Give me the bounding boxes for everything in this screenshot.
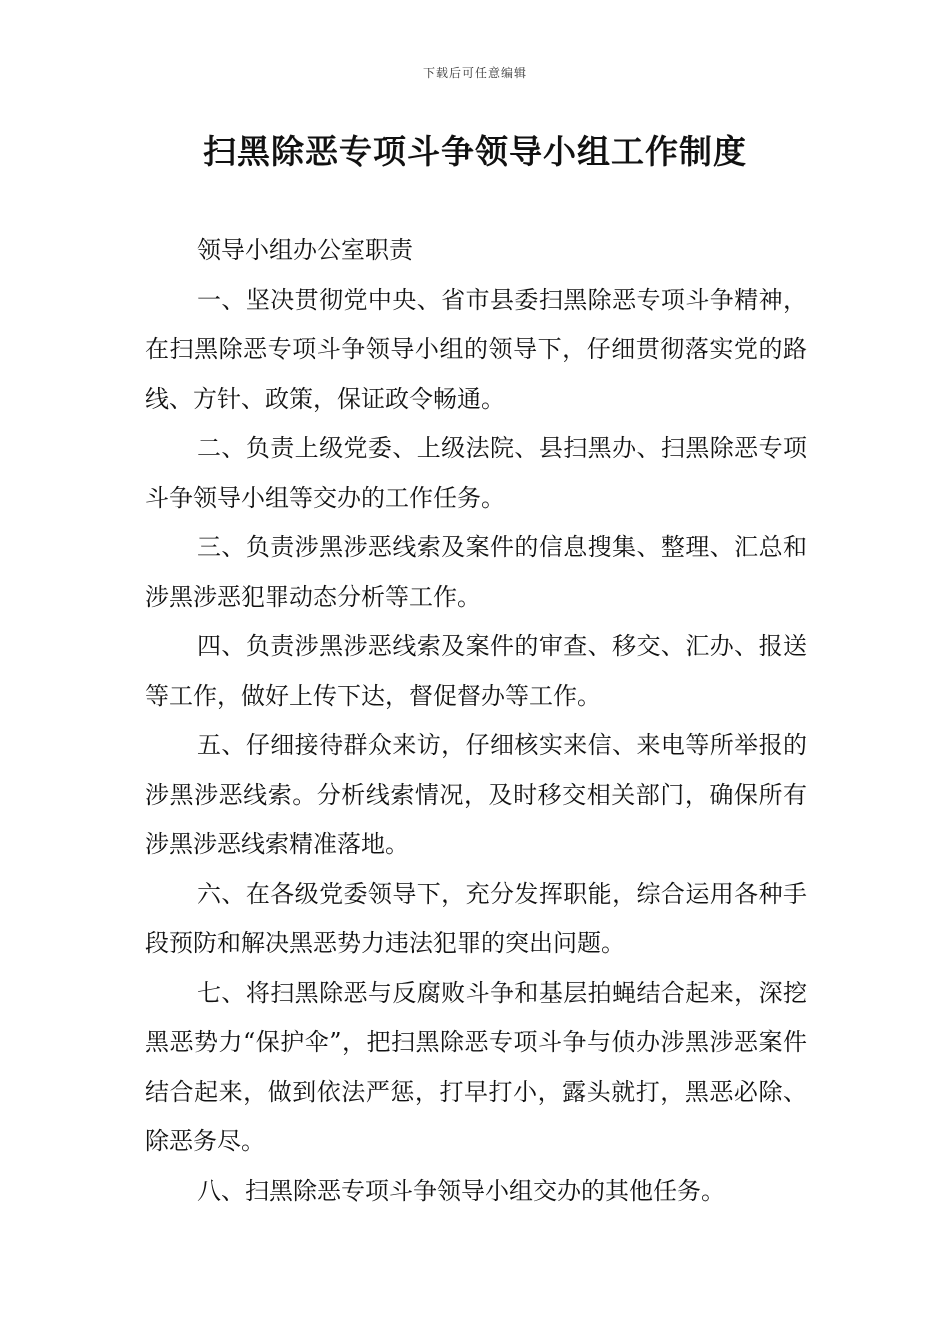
- header-note: 下载后可任意编辑: [422, 66, 527, 80]
- paragraph-5: 五、仔细接待群众来访，仔细核实来信、来电等所举报的涉黑涉恶线索。分析线索情况，及时移交相关部门，确保所有涉黑涉恶线索精准落地。: [145, 731, 807, 858]
- paragraph-8: 八、扫黑除恶专项斗争领导小组交办的其他任务。: [197, 1176, 725, 1205]
- paragraph-2: 二、负责上级党委、上级法院、县扫黑办、扫黑除恶专项斗争领导小组等交办的工作任务。: [145, 434, 807, 512]
- paragraph-4: 四、负责涉黑涉恶线索及案件的审查、移交、汇办、报送等工作，做好上传下达，督促督办等工作。: [145, 632, 807, 710]
- paragraph-1: 一、坚决贯彻党中央、省市县委扫黑除恶专项斗争精神，在扫黑除恶专项斗争领导小组的领导下，仔细贯彻落实党的路线、方针、政策，保证政令畅通。: [145, 285, 807, 413]
- paragraph-7: 七、将扫黑除恶与反腐败斗争和基层拍蝇结合起来，深挖黑恶势力“保护伞”，把扫黑除恶专项斗争与侦办涉黑涉恶案件结合起来，做到依法严惩，打早打小，露头就打，黑恶必除、除恶务尽。: [145, 978, 807, 1155]
- document-title: 扫黑除恶专项斗争领导小组工作制度: [203, 132, 747, 171]
- paragraph-3: 三、负责涉黑涉恶线索及案件的信息搜集、整理、汇总和涉黑涉恶犯罪动态分析等工作。: [145, 533, 807, 611]
- section-heading: 领导小组办公室职责: [197, 236, 413, 264]
- paragraph-6: 六、在各级党委领导下，充分发挥职能，综合运用各种手段预防和解决黑恶势力违法犯罪的突出问题。: [145, 879, 807, 957]
- document-body: [145, 226, 807, 1216]
